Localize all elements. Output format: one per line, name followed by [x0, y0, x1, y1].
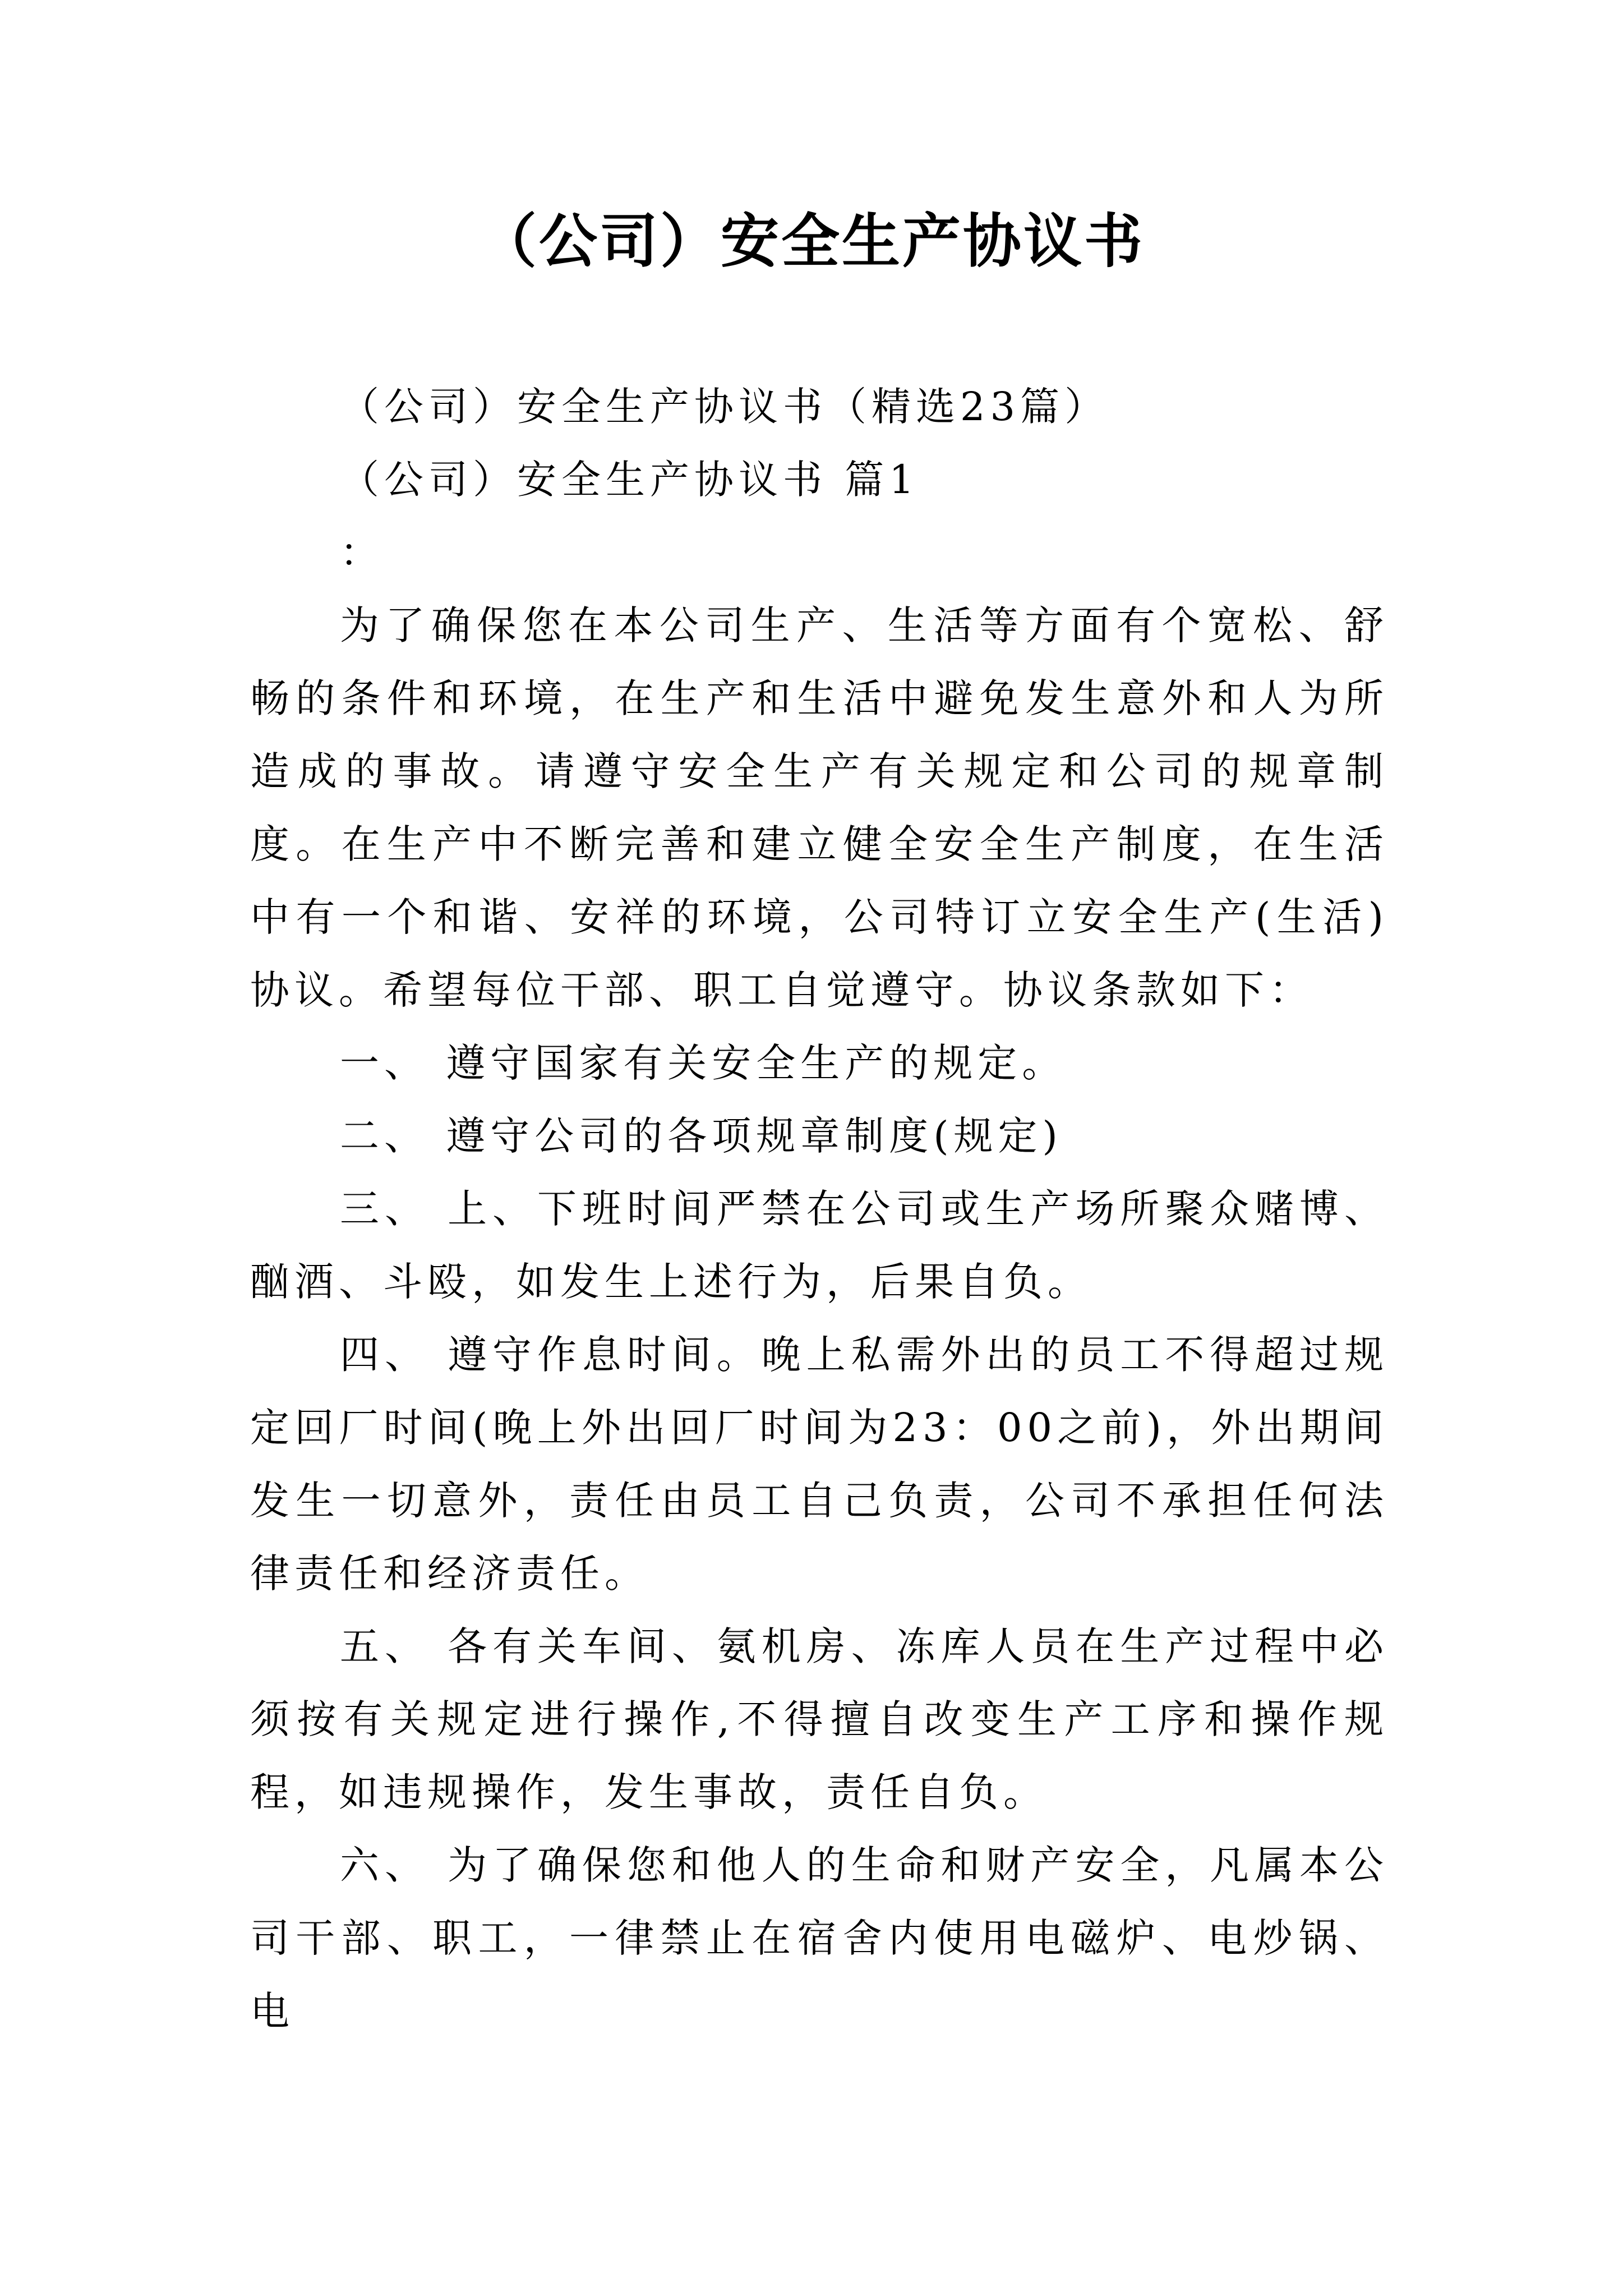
- paragraph-clause-3: 三、 上、下班时间严禁在公司或生产场所聚众赌博、酗酒、斗殴，如发生上述行为，后果自负。: [250, 1186, 1389, 1305]
- paragraph-intro: 为了确保您在本公司生产、生活等方面有个宽松、舒畅的条件和环境，在生产和生活中避免发生意外和人为所造成的事故。请遵守安全生产有关规定和公司的规章制度。在生产中不断完善和建立健全安全生产制度，在生活中有一个和谐、安祥的环境，公司特订立安全生产(生活)协议。希望每位干部、职工自觉遵守。协议条款如下：: [250, 602, 1389, 1013]
- paragraph-clause-5: 五、 各有关车间、氨机房、冻库人员在生产过程中必须按有关规定进行操作,不得擅自改变生产工序和操作规程，如违规操作，发生事故，责任自负。: [250, 1623, 1389, 1815]
- paragraph-clause-2: 二、 遵守公司的各项规章制度(规定): [340, 1113, 1063, 1159]
- paragraph-clause-4: 四、 遵守作息时间。晚上私需外出的员工不得超过规定回厂时间(晚上外出回厂时间为23：00之前)，外出期间发生一切意外，责任由员工自己负责，公司不承担任何法律责任和经济责任。: [250, 1332, 1389, 1596]
- document-title: （公司）安全生产协议书: [478, 206, 1145, 275]
- paragraph-salutation: ：: [340, 530, 384, 576]
- paragraph-section-heading: （公司）安全生产协议书 篇1: [340, 457, 919, 503]
- paragraph-clause-6: 六、 为了确保您和他人的生命和财产安全，凡属本公司干部、职工，一律禁止在宿舍内使用电磁炉、电炒锅、电: [250, 1842, 1389, 2034]
- paragraph-subtitle: （公司）安全生产协议书（精选23篇）: [340, 384, 1109, 430]
- document-body: [250, 370, 1389, 2047]
- paragraph-clause-1: 一、 遵守国家有关安全生产的规定。: [340, 1040, 1067, 1086]
